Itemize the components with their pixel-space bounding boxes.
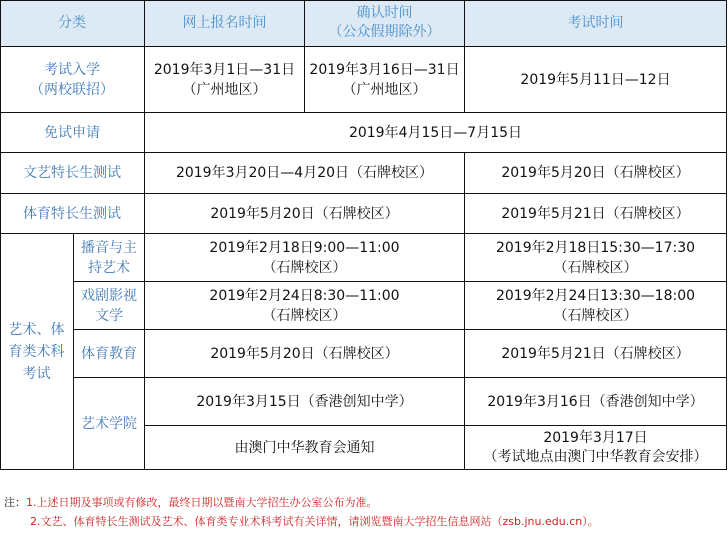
row-label-drama: 戏剧影视 文学	[74, 282, 145, 330]
row-label-broadcast: 播音与主 持艺术	[74, 234, 145, 282]
art-academy-macau-signup: 由澳门中华教育会通知	[145, 426, 465, 470]
drama-signup: 2019年2月24日8:30—11:00 （石牌校区）	[145, 282, 465, 330]
note-prefix: 注：	[4, 496, 26, 509]
art-academy-macau-exam: 2019年3月17日 （考试地点由澳门中华教育会安排）	[465, 426, 727, 470]
header-category: 分类	[0, 0, 145, 47]
row-label-arts-pe-group: 艺术、体 育类术科 考试	[0, 234, 74, 470]
note-text-2: 2.文艺、体育特长生测试及艺术、体育类专业术科考试有关详情，请浏览暨南大学招生信息网站（zsb.jnu.edu.cn）。	[30, 515, 599, 528]
sports-special-signup: 2019年5月20日（石牌校区）	[145, 194, 465, 234]
header-confirm-time: 确认时间 （公众假期除外）	[305, 0, 465, 47]
art-academy-hk-exam: 2019年3月16日（香港创知中学）	[465, 378, 727, 426]
row-label-arts-special: 文艺特长生测试	[0, 153, 145, 194]
row-label-entrance: 考试入学 （两校联招）	[0, 47, 145, 113]
pe-exam: 2019年5月21日（石牌校区）	[465, 330, 727, 378]
note-line-2	[30, 513, 599, 529]
arts-special-exam: 2019年5月20日（石牌校区）	[465, 153, 727, 194]
row-label-pe: 体育教育	[74, 330, 145, 378]
arts-special-signup: 2019年3月20日—4月20日（石牌校区）	[145, 153, 465, 194]
row-label-exempt: 免试申请	[0, 113, 145, 153]
art-academy-hk-signup: 2019年3月15日（香港创知中学）	[145, 378, 465, 426]
entrance-exam: 2019年5月11日—12日	[465, 47, 727, 113]
pe-signup: 2019年5月20日（石牌校区）	[145, 330, 465, 378]
sports-special-exam: 2019年5月21日（石牌校区）	[465, 194, 727, 234]
header-online-signup: 网上报名时间	[145, 0, 305, 47]
broadcast-signup: 2019年2月18日9:00—11:00 （石牌校区）	[145, 234, 465, 282]
note-line-1	[4, 494, 378, 510]
row-label-sports-special: 体育特长生测试	[0, 194, 145, 234]
header-exam-time: 考试时间	[465, 0, 727, 47]
exempt-period: 2019年4月15日—7月15日	[145, 113, 727, 153]
entrance-confirm: 2019年3月16日—31日 （广州地区）	[305, 47, 465, 113]
broadcast-exam: 2019年2月18日15:30—17:30 （石牌校区）	[465, 234, 727, 282]
row-label-art-academy: 艺术学院	[74, 378, 145, 470]
note-text-1: 1.上述日期及事项或有修改，最终日期以暨南大学招生办公室公布为准。	[26, 496, 378, 509]
drama-exam: 2019年2月24日13:30—18:00 （石牌校区）	[465, 282, 727, 330]
entrance-signup: 2019年3月1日—31日 （广州地区）	[145, 47, 305, 113]
